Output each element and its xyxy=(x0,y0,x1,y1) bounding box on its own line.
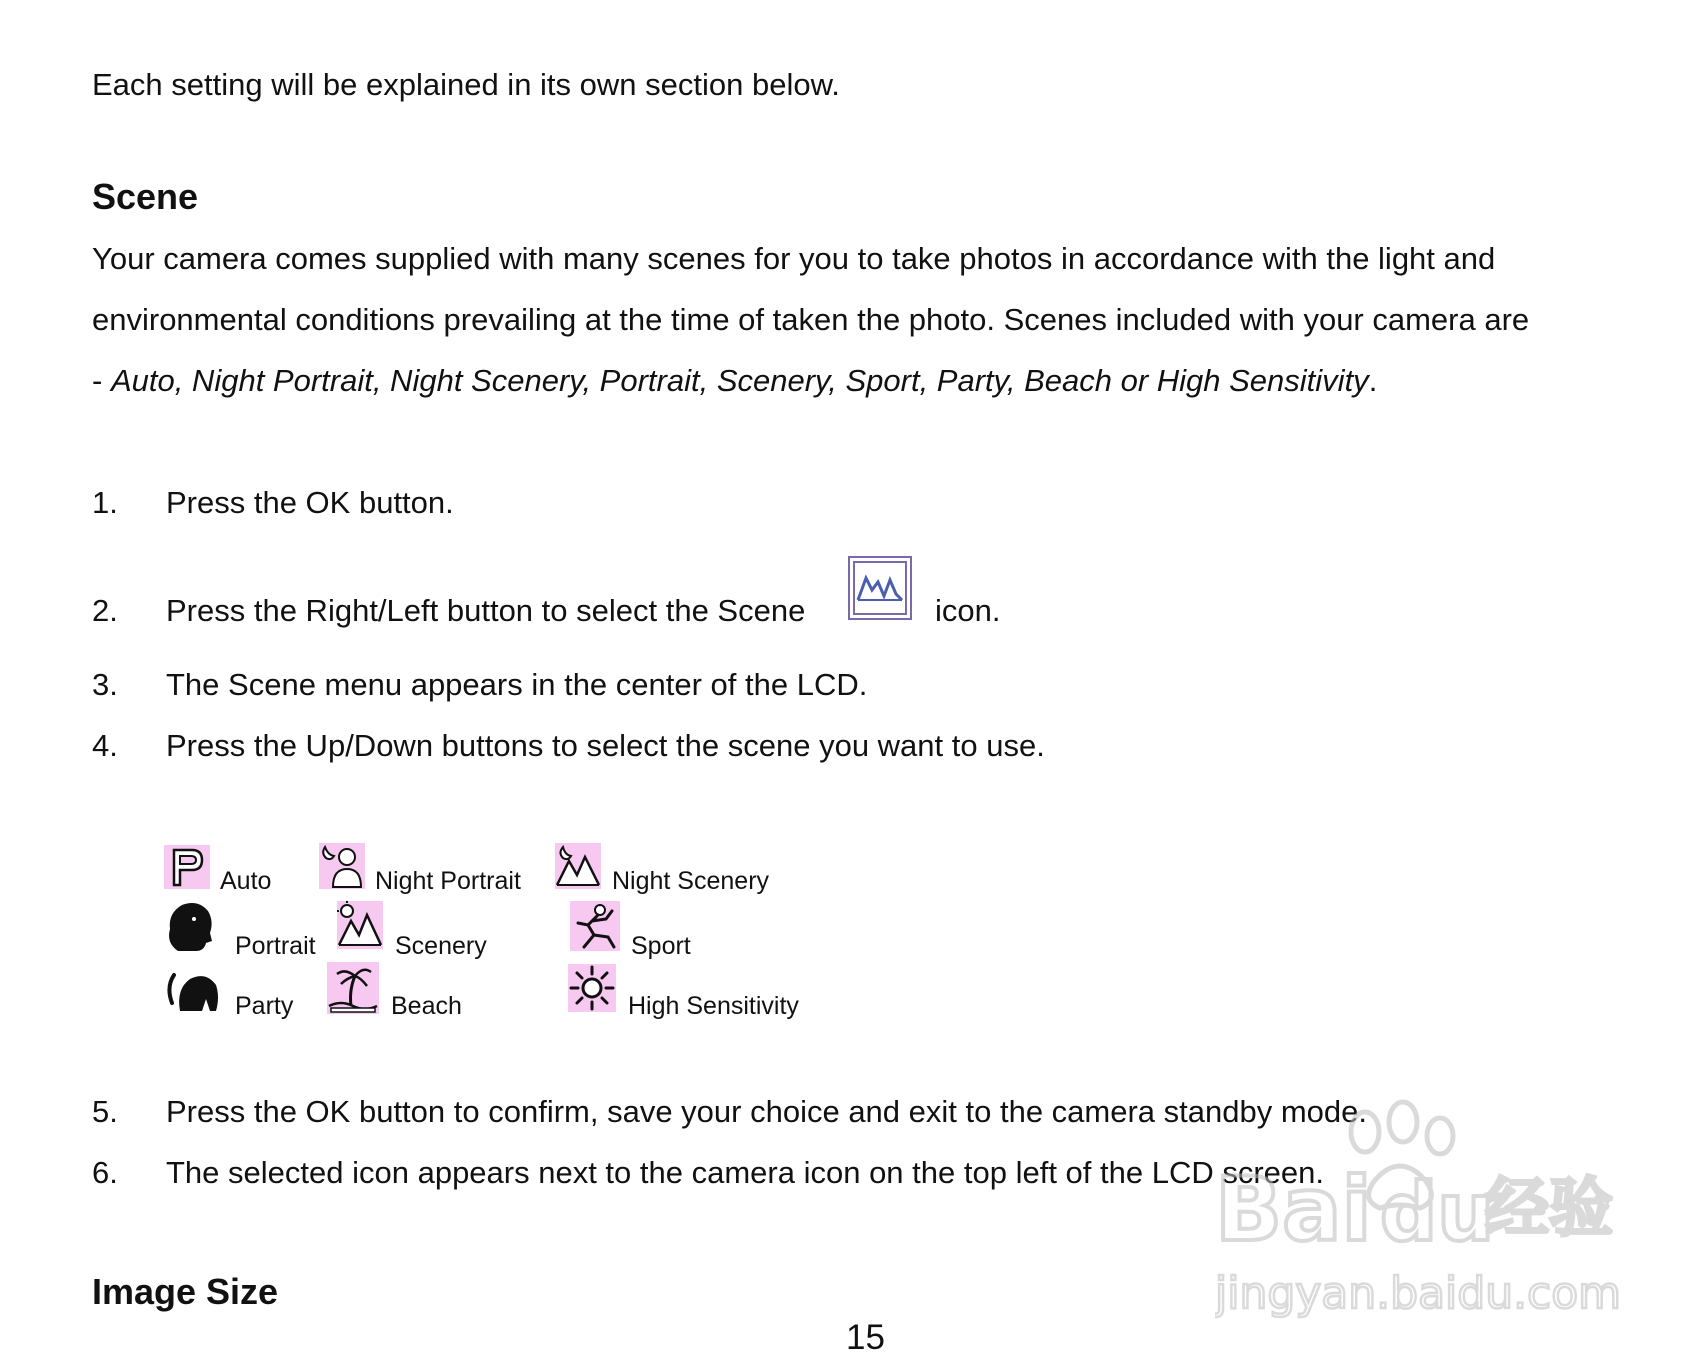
sport-icon xyxy=(570,901,620,951)
step-2-after-text: icon. xyxy=(935,593,1001,628)
high-sensitivity-icon xyxy=(568,964,616,1012)
night-portrait-icon xyxy=(319,843,365,889)
svg-text:jingyan.baidu.com: jingyan.baidu.com xyxy=(1215,1268,1622,1319)
step-1-number: 1. xyxy=(92,485,118,520)
scene-label-high-sensitivity: High Sensitivity xyxy=(628,992,799,1020)
step-5-number: 5. xyxy=(92,1094,118,1129)
intro-text: Each setting will be explained in its own section below. xyxy=(92,67,840,102)
step-6-text: The selected icon appears next to the camera icon on the top left of the LCD screen. xyxy=(166,1155,1325,1190)
step-4-number: 4. xyxy=(92,728,118,763)
beach-icon xyxy=(327,962,379,1014)
step-5-text: Press the OK button to confirm, save your choice and exit to the camera standby mode. xyxy=(166,1094,1368,1129)
scene-list-prefix: - xyxy=(92,363,111,398)
svg-text:du: du xyxy=(1380,1166,1495,1259)
scene-label-auto: Auto xyxy=(220,867,272,895)
scenery-icon xyxy=(337,901,383,949)
step-3-text: The Scene menu appears in the center of the LCD. xyxy=(166,667,868,702)
scene-paragraph-line-2: environmental conditions prevailing at the time of taken the photo. Scenes included with your camera are xyxy=(92,302,1530,337)
baidu-watermark-logo xyxy=(1215,1090,1625,1320)
scene-label-party: Party xyxy=(235,992,294,1020)
scene-label-night-scenery: Night Scenery xyxy=(612,867,770,895)
scene-label-portrait: Portrait xyxy=(235,932,316,960)
step-2-number: 2. xyxy=(92,593,118,628)
step-4-text: Press the Up/Down buttons to select the scene you want to use. xyxy=(166,728,1045,763)
scene-paragraph-line-3 xyxy=(92,363,1377,399)
scene-label-scenery: Scenery xyxy=(395,932,487,960)
scene-label-night-portrait: Night Portrait xyxy=(375,867,521,895)
scene-label-sport: Sport xyxy=(631,932,691,960)
scene-heading: Scene xyxy=(92,176,199,217)
step-2-text: Press the Right/Left button to select the Scene xyxy=(166,593,806,628)
image-size-heading: Image Size xyxy=(92,1271,279,1312)
svg-text:Bai: Bai xyxy=(1215,1158,1372,1261)
night-scenery-icon xyxy=(555,843,601,889)
step-1-text: Press the OK button. xyxy=(166,485,454,520)
auto-p-icon xyxy=(164,845,210,889)
party-icon xyxy=(166,971,222,1015)
scene-mode-icon xyxy=(848,556,912,620)
scene-label-beach: Beach xyxy=(391,992,462,1020)
scene-list-suffix: . xyxy=(1368,363,1378,398)
step-3-number: 3. xyxy=(92,667,118,702)
page-number: 15 xyxy=(846,1318,885,1357)
step-6-number: 6. xyxy=(92,1155,118,1190)
scene-list-italic: Auto, Night Portrait, Night Scenery, Portrait, Scenery, Sport, Party, Beach or High Sensitivity xyxy=(110,363,1369,398)
svg-text:经验: 经验 xyxy=(1485,1172,1613,1246)
portrait-icon xyxy=(164,899,216,953)
scene-paragraph-line-1: Your camera comes supplied with many scenes for you to take photos in accordance with the light and xyxy=(92,241,1496,276)
